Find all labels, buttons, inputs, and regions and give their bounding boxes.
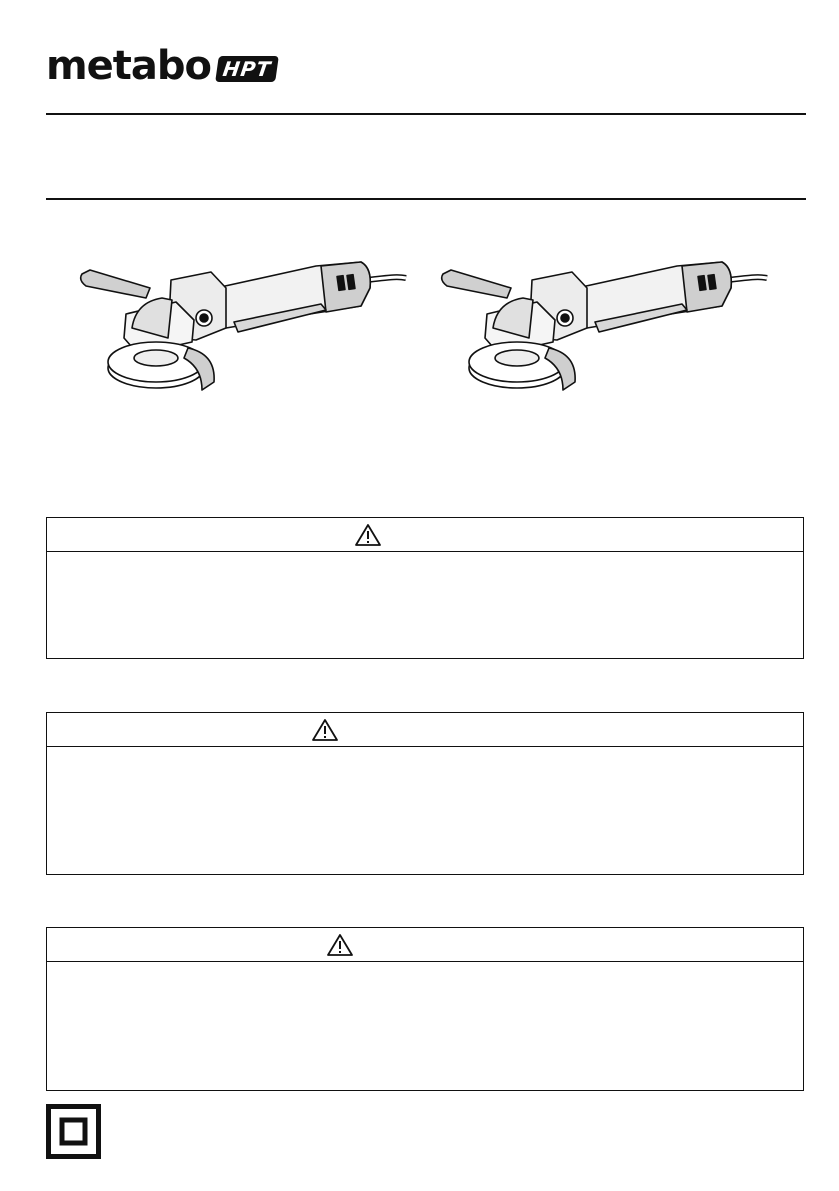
top-rule (46, 113, 806, 115)
warning-box-header (47, 928, 803, 962)
logo-badge: HPT (215, 56, 279, 82)
warning-box-3 (46, 927, 804, 1091)
header-bottom-rule (46, 198, 806, 200)
double-insulation-icon (46, 1104, 101, 1159)
warning-triangle-icon (311, 718, 339, 742)
logo-wordmark: metabo (46, 43, 212, 89)
brand-logo (46, 43, 277, 89)
warning-box-header (47, 518, 803, 552)
warning-box-1 (46, 517, 804, 659)
angle-grinder-illustration-right (437, 258, 777, 394)
angle-grinder-illustration-left (76, 258, 416, 394)
warning-triangle-icon (326, 933, 354, 957)
warning-triangle-icon (354, 523, 382, 547)
warning-box-2 (46, 712, 804, 875)
warning-box-header (47, 713, 803, 747)
